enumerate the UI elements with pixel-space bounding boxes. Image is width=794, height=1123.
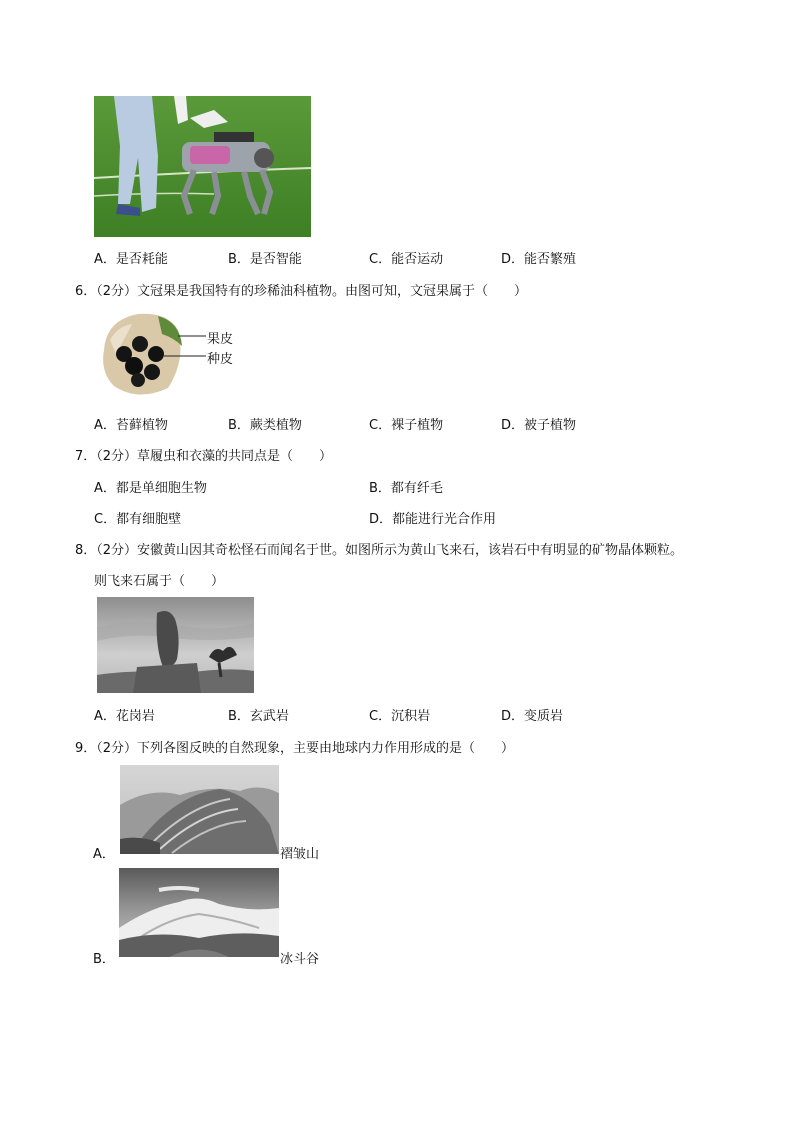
q6-option-d: D．被子植物: [501, 418, 577, 433]
q6-option-a: A．苔藓植物: [94, 418, 168, 433]
q5-option-d: D．能否繁殖: [501, 252, 577, 267]
q8-stem-line1: 8．（2分）安徽黄山因其奇松怪石而闻名于世。如图所示为黄山飞来石，该岩石中有明显的矿物晶体颗粒。: [75, 543, 684, 558]
q5-option-c: C．能否运动: [369, 252, 444, 267]
q6-option-b: B．蕨类植物: [228, 418, 302, 433]
q6-option-c: C．裸子植物: [369, 418, 444, 433]
q7-option-b: B．都有纤毛: [369, 481, 443, 496]
q7-option-d: D．都能进行光合作用: [369, 512, 497, 527]
q9-option-a-caption: 褶皱山: [280, 847, 320, 862]
feilai-rock-photo: [97, 597, 254, 693]
q8-stem-line2: 则飞来石属于（ ）: [94, 574, 225, 589]
robot-dog-photo: [94, 96, 311, 237]
q6-stem: 6．（2分）文冠果是我国特有的珍稀油科植物。由图可知，文冠果属于（ ）: [75, 284, 528, 299]
label-seedcoat: 种皮: [207, 352, 234, 367]
q8-option-b: B．玄武岩: [228, 709, 289, 724]
cirque-valley-photo: [119, 868, 279, 957]
q8-option-a: A．花岗岩: [94, 709, 155, 724]
q8-option-d: D．变质岩: [501, 709, 564, 724]
q9-option-b-caption: 冰斗谷: [280, 952, 320, 967]
q9-option-a-letter: A．: [93, 847, 115, 862]
q7-stem: 7．（2分）草履虫和衣藻的共同点是（ ）: [75, 449, 333, 464]
fold-mountain-photo: [120, 765, 279, 854]
q5-option-b: B．是否智能: [228, 252, 302, 267]
q5-option-a: A．是否耗能: [94, 252, 168, 267]
q7-option-c: C．都有细胞壁: [94, 512, 182, 527]
label-pericarp: 果皮: [207, 332, 234, 347]
q9-option-b-letter: B．: [93, 952, 115, 967]
q7-option-a: A．都是单细胞生物: [94, 481, 207, 496]
q9-stem: 9．（2分）下列各图反映的自然现象，主要由地球内力作用形成的是（ ）: [75, 741, 515, 756]
q8-option-c: C．沉积岩: [369, 709, 431, 724]
